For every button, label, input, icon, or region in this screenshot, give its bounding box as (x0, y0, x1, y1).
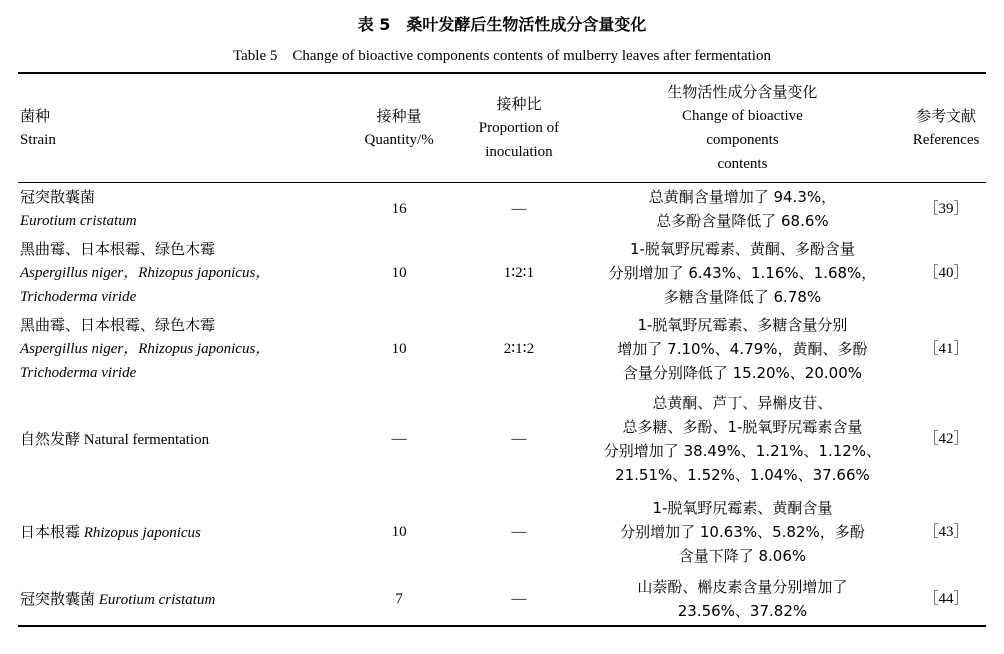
header-quantity: 接种量 Quantity/% (364, 107, 434, 148)
cell-quantity: 10 (391, 341, 407, 357)
cell-proportion: 1∶2∶1 (503, 265, 535, 281)
table-title-en: Table 5 Change of bioactive components contents of mulberry leaves after fermentation (233, 48, 771, 64)
table-title-cn: 表 5 桑叶发酵后生物活性成分含量变化 (357, 15, 647, 34)
cell-strain: 冠突散囊菌 Eurotium cristatum (20, 589, 216, 608)
cell-change: 总黄酮、芦丁、异槲皮苷、 总多糖、多酚、1-脱氧野尻霉素含量 分别增加了 38.49%、1.21%、1.12%、 21.51%、1.52%、1.04%、37.66% (603, 394, 882, 484)
table-header-row (18, 73, 986, 183)
table-row (18, 491, 986, 573)
cell-change: 1-脱氧野尻霉素、黄酮、多酚含量 分别增加了 6.43%、1.16%、1.68%， 多糖含量降低了 6.78% (608, 240, 877, 306)
header-change: 生物活性成分含量变化 Change of bioactive components contents (667, 83, 818, 172)
table-row (18, 235, 986, 311)
cell-change: 1-脱氧野尻霉素、多糖含量分别 增加了 7.10%、4.79%，黄酮、多酚 含量分别降低了 15.20%、20.00% (617, 316, 868, 382)
table-row (18, 573, 986, 626)
cell-quantity: 7 (395, 591, 403, 607)
cell-proportion: — (511, 431, 527, 447)
cell-quantity: — (391, 431, 407, 447)
cell-change: 山萘酚、槲皮素含量分别增加了 23.56%、37.82% (637, 578, 848, 620)
header-proportion: 接种比 Proportion of inoculation (478, 95, 560, 160)
table-row (18, 387, 986, 491)
cell-strain: 日本根霉 Rhizopus japonicus (20, 522, 201, 541)
cell-quantity: 10 (391, 265, 407, 281)
cell-quantity: 10 (391, 524, 407, 540)
cell-proportion: — (511, 591, 527, 607)
cell-reference: ［42］ (923, 431, 969, 447)
cell-proportion: — (511, 524, 527, 540)
cell-proportion: 2∶1∶2 (503, 341, 535, 357)
header-strain: 菌种 Strain (20, 107, 56, 148)
cell-proportion: — (511, 201, 527, 217)
cell-reference: ［40］ (923, 265, 969, 281)
data-table (18, 72, 986, 627)
cell-change: 1-脱氧野尻霉素、黄酮含量 分别增加了 10.63%、5.82%，多酚 含量下降了 8.06% (620, 499, 865, 565)
cell-reference: ［43］ (923, 524, 969, 540)
table-row (18, 311, 986, 387)
cell-quantity: 16 (391, 201, 407, 217)
cell-strain: 冠突散囊菌 Eurotium cristatum (20, 188, 137, 229)
table-row (18, 183, 986, 236)
cell-strain: 黑曲霉、日本根霉、绿色木霉 Aspergillus niger，Rhizopus japonicus， Trichoderma viride (20, 240, 271, 305)
cell-strain: 黑曲霉、日本根霉、绿色木霉 Aspergillus niger，Rhizopus japonicus， Trichoderma viride (20, 316, 271, 381)
cell-reference: ［44］ (923, 591, 969, 607)
cell-strain: 自然发酵 Natural fermentation (20, 429, 210, 448)
header-references: 参考文献 References (912, 107, 980, 148)
cell-change: 总黄酮含量增加了 94.3%， 总多酚含量降低了 68.6% (648, 188, 837, 230)
cell-reference: ［39］ (923, 201, 969, 217)
cell-reference: ［41］ (923, 341, 969, 357)
